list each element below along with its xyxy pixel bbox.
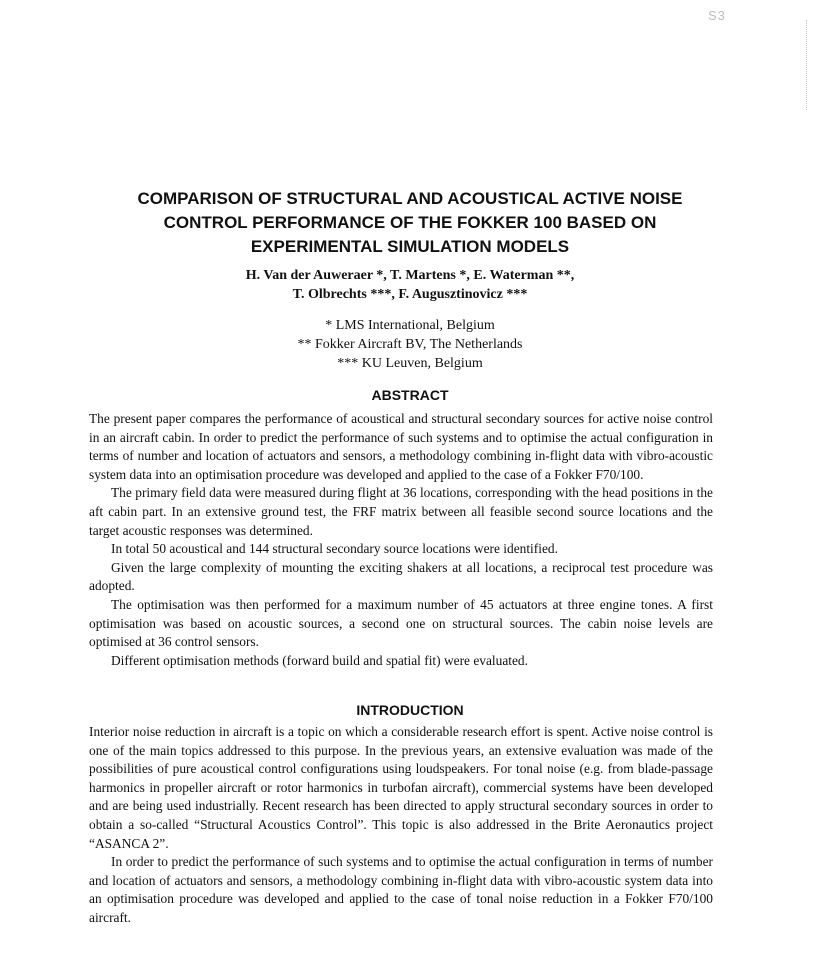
abstract-paragraph: Given the large complexity of mounting the exciting shakers at all locations, a reciprocal test procedure was adopted.: [89, 559, 713, 594]
abstract-heading: ABSTRACT: [371, 387, 449, 403]
abstract-paragraph: The optimisation was then performed for a maximum number of 45 actuators at three engine tones. A first optimisation was based on acoustic sources, a second one on structural sources. The cabin noise levels are optimised at 36 control sensors.: [89, 596, 713, 650]
abstract-body: [89, 410, 713, 670]
author-list: [60, 266, 760, 304]
introduction-body: [89, 723, 713, 928]
affiliation-line: * LMS International, Belgium: [325, 318, 495, 333]
abstract-paragraph: In total 50 acoustical and 144 structural secondary source locations were identified.: [111, 541, 558, 557]
abstract-paragraph: Different optimisation methods (forward build and spatial fit) were evaluated.: [111, 652, 528, 668]
author-line: T. Olbrechts ***, F. Augusztinovicz ***: [292, 287, 528, 302]
page-mark: S3: [708, 8, 726, 23]
introduction-heading: INTRODUCTION: [356, 702, 464, 718]
author-line: H. Van der Auweraer *, T. Martens *, E. Waterman **,: [245, 268, 575, 283]
affiliation-line: ** Fokker Aircraft BV, The Netherlands: [297, 337, 523, 352]
paper-title: [60, 187, 760, 259]
abstract-paragraph: The primary field data were measured during flight at 36 locations, corresponding with the head positions in the aft cabin part. In an extensive ground test, the FRF matrix between all feasible second source locations and the target acoustic responses was determined.: [89, 485, 713, 538]
abstract-paragraph: The present paper compares the performance of acoustical and structural secondary sources for active noise control in an aircraft cabin. In order to predict the performance of such systems and to optimise the actual configuration in terms of number and location of actuators and sensors, a methodology combining in-flight data with vibro-acoustic system data into an optimisation procedure was developed and applied to the case of a Fokker F70/100.: [89, 411, 713, 482]
title-line: COMPARISON OF STRUCTURAL AND ACOUSTICAL ACTIVE NOISE: [137, 189, 683, 208]
title-line: CONTROL PERFORMANCE OF THE FOKKER 100 BASED ON: [163, 213, 657, 232]
affiliation-list: [60, 316, 760, 373]
title-line: EXPERIMENTAL SIMULATION MODELS: [250, 237, 570, 256]
introduction-paragraph: In order to predict the performance of such systems and to optimise the actual configuration in terms of number and location of actuators and sensors, a methodology combining in-flight data with vibro-acoustic system data into an optimisation procedure was developed and applied to the case of tonal noise reduction in a Fokker F70/100 aircraft.: [89, 854, 713, 925]
scan-edge-marks: [806, 20, 809, 110]
introduction-paragraph: Interior noise reduction in aircraft is a topic on which a considerable research effort is spent. Active noise control is one of the main topics addressed to this purpose. In the previous years, an extensive evaluation was made of the possibilities of pure acoustical control configurations using loudspeakers. For tonal noise (e.g. from blade-passage harmonics in propeller aircraft or rotor harmonics in turbofan aircraft), commercial systems have been developed and are being used industrially. Recent research has been directed to apply structural secondary sources in order to obtain a so-called “Structural Acoustics Control”. This topic is also addressed in the Brite Aeronautics project “ASANCA 2”.: [89, 724, 713, 851]
affiliation-line: *** KU Leuven, Belgium: [337, 356, 483, 371]
